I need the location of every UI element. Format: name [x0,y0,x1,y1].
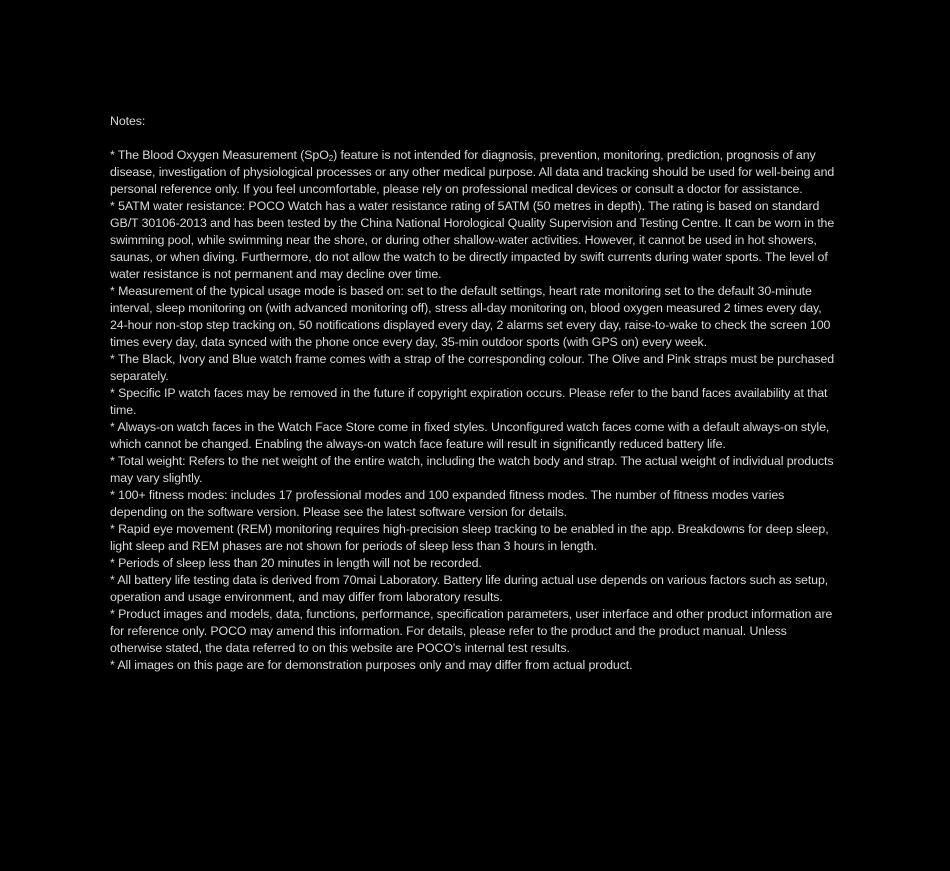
note-spo2-text-before: * The Blood Oxygen Measurement (SpO [110,148,329,162]
note-spo2-subscript: 2 [328,154,334,163]
note-item-short-sleep: * Periods of sleep less than 20 minutes in length will not be recorded. [110,556,482,570]
note-item-battery-life: * All battery life testing data is derived from 70mai Laboratory. Battery life during actual use depends on various factors such as setup, operation and usage environment, and may differ from laboratory results. [110,573,829,604]
note-item-fitness-modes: * 100+ fitness modes: includes 17 professional modes and 100 expanded fitness modes. The number of fitness modes varies depending on the software version. Please see the latest software version for details. [110,488,785,519]
note-item-ip-watch-faces: * Specific IP watch faces may be removed in the future if copyright expiration occurs. Please refer to the band faces availability at that time. [110,386,828,417]
note-item-water-resistance: * 5ATM water resistance: POCO Watch has a water resistance rating of 5ATM (50 metres in depth). The rating is based on standard GB/T 30106-2013 and has been tested by the China National Horological Quality Supervision and Testing Centre. It can be worn in the swimming pool, while swimming near the shore, or during other shallow-water activities. However, it cannot be used in hot showers, saunas, or when diving. Furthermore, do not allow the watch to be directly impacted by swift currents during water sports. The level of water resistance is not permanent and may decline over time. [110,199,835,281]
note-item-strap-colours: * The Black, Ivory and Blue watch frame comes with a strap of the corresponding colour. The Olive and Pink straps must be purchased separately. [110,352,835,383]
note-item-spo2 [110,147,840,198]
note-item-rem-monitoring: * Rapid eye movement (REM) monitoring requires high-precision sleep tracking to be enabled in the app. Breakdowns for deep sleep, light sleep and REM phases are not shown for periods of sleep less than 3 hours in length. [110,522,829,553]
notes-list [110,147,840,674]
note-item-total-weight: * Total weight: Refers to the net weight of the entire watch, including the watch body and strap. The actual weight of individual products may vary slightly. [110,454,834,485]
notes-section [110,113,840,674]
note-item-product-info: * Product images and models, data, functions, performance, specification parameters, user interface and other product information are for reference only. POCO may amend this information. For details, please refer to the product and the product manual. Unless otherwise stated, the data referred to on this website are POCO's internal test results. [110,607,833,655]
note-spo2-text-after: ) feature is not intended for diagnosis, prevention, monitoring, prediction, prognosis of any disease, investigation of physiological processes or any other medical purpose. All data and tracking should be used for well-being and personal reference only. If you feel uncomfortable, please rely on professional medical devices or consult a doctor for assistance. [110,148,835,196]
note-item-typical-usage: * Measurement of the typical usage mode is based on: set to the default settings, heart rate monitoring set to the default 30-minute interval, sleep monitoring on (with advanced monitoring off), stress all-day monitoring on, blood oxygen measured 2 times every day, 24-hour non-stop step tracking on, 50 notifications displayed every day, 2 alarms set every day, raise-to-wake to check the screen 100 times every day, data synced with the phone once every day, 35-min outdoor sports (with GPS on) every week. [110,284,831,349]
notes-heading: Notes: [110,114,146,128]
note-item-images-disclaimer: * All images on this page are for demonstration purposes only and may differ from actual product. [110,658,633,672]
note-item-always-on: * Always-on watch faces in the Watch Face Store come in fixed styles. Unconfigured watch faces come with a default always-on style, which cannot be changed. Enabling the always-on watch face feature will result in significantly reduced battery life. [110,420,830,451]
